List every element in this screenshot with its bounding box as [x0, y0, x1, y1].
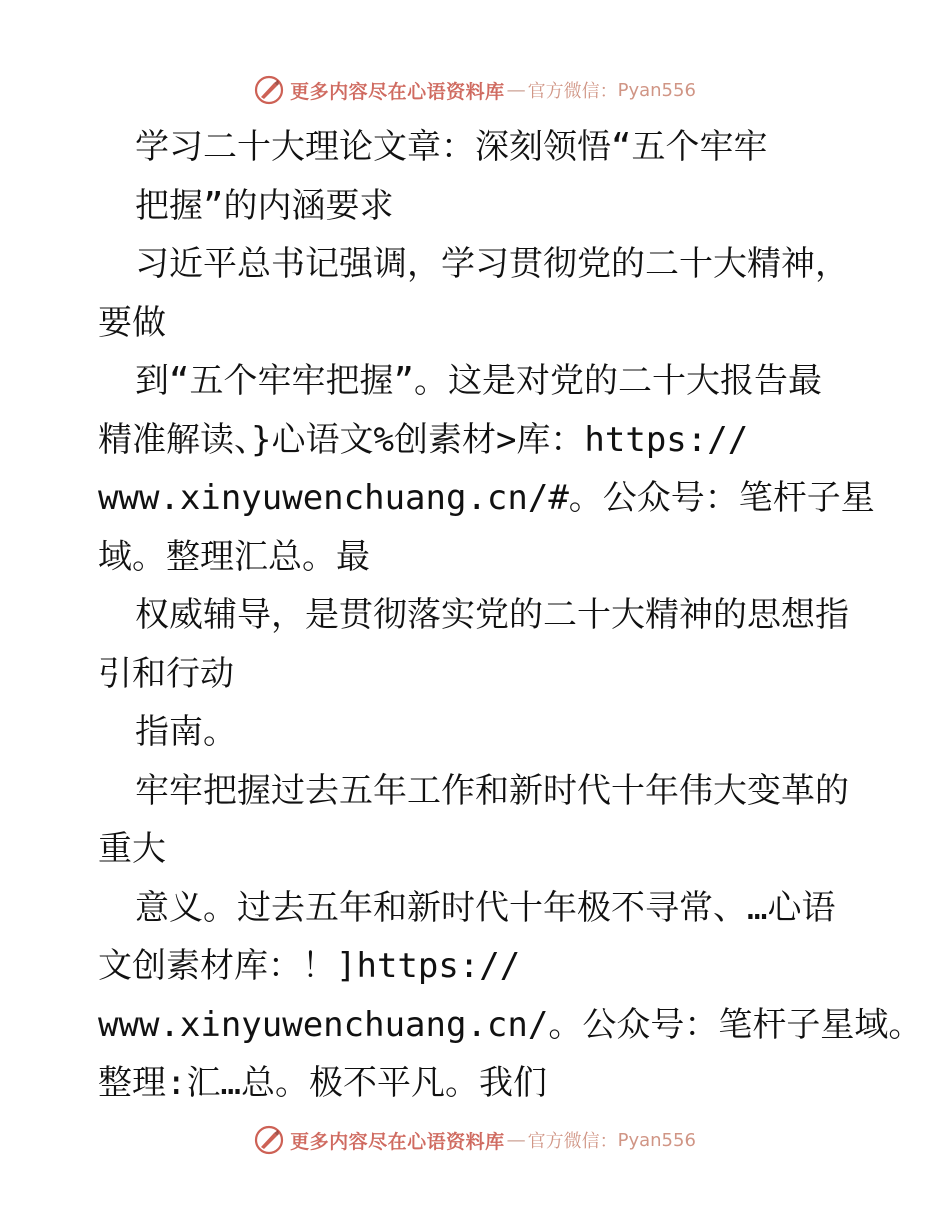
paragraph-line: 引和行动: [98, 653, 234, 694]
paragraph-line: 到“五个牢牢把握”。这是对党的二十大报告最: [135, 361, 822, 401]
watermark-separator: —: [506, 1129, 526, 1151]
quill-pen-logo-icon: [254, 75, 284, 105]
paragraph-line: www.xinyuwenchuang.cn/。公众号：笔杆子星域。: [98, 1004, 923, 1045]
paragraph-line: 要做: [98, 302, 166, 343]
watermark-separator: —: [506, 79, 526, 101]
watermark-wechat-id: Pyan556: [617, 1129, 696, 1151]
footer-watermark: [0, 1120, 950, 1160]
paragraph-line: 重大: [98, 829, 166, 869]
paragraph-line: 文创素材库：！]https://: [98, 946, 521, 986]
paragraph-line: www.xinyuwenchuang.cn/#。公众号：笔杆子星: [98, 478, 875, 518]
quill-pen-logo-icon: [254, 1125, 284, 1155]
document-body: [98, 118, 923, 1113]
title-line-2: 把握”的内涵要求: [135, 185, 394, 226]
watermark-wechat-id: Pyan556: [617, 79, 696, 101]
paragraph-line: 习近平总书记强调，学习贯彻党的二十大精神，: [135, 244, 849, 284]
paragraph-line: 指南。: [135, 712, 237, 752]
paragraph-line: 整理:汇…总。极不平凡。我们: [98, 1063, 547, 1103]
paragraph-line: 权威辅导，是贯彻落实党的二十大精神的思想指: [135, 595, 849, 635]
watermark-official-label: 官方微信：: [527, 1131, 618, 1152]
paragraph-line: 精准解读、}心语文%创素材>库：https://: [98, 419, 749, 460]
watermark-brand-text: 更多内容尽在心语资料库: [290, 1130, 505, 1153]
watermark-official-label: 官方微信：: [527, 81, 618, 102]
watermark-brand-text: 更多内容尽在心语资料库: [290, 80, 505, 103]
title-line-1: 学习二十大理论文章：深刻领悟“五个牢牢: [135, 127, 768, 167]
paragraph-line: 域。整理汇总。最: [98, 536, 370, 577]
header-watermark: [0, 70, 950, 110]
paragraph-line: 意义。过去五年和新时代十年极不寻常、…心语: [135, 887, 836, 928]
paragraph-line: 牢牢把握过去五年工作和新时代十年伟大变革的: [135, 770, 849, 811]
